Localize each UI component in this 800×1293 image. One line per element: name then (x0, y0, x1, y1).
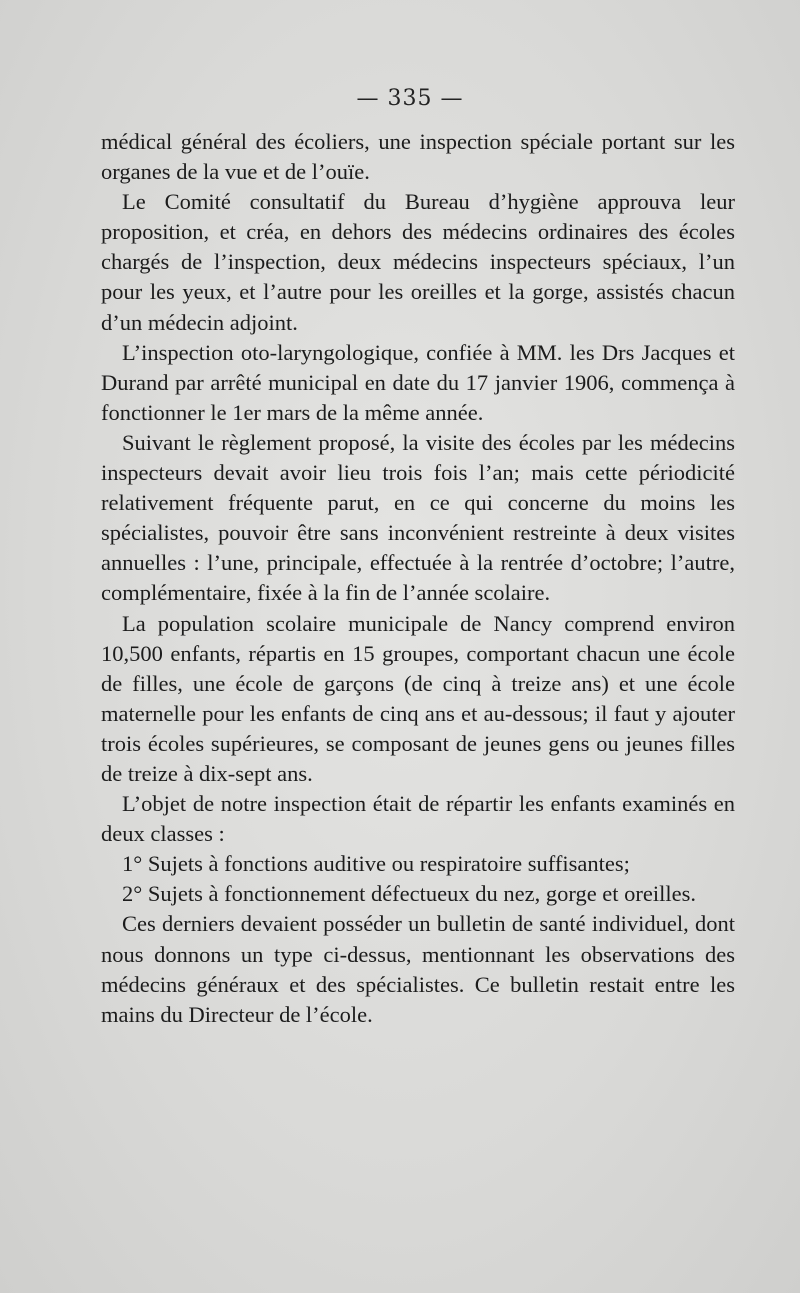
paragraph: médical général des écoliers, une inspection spéciale portant sur les organes de la vue et de l’ouïe. (101, 129, 735, 185)
paragraph: Ces derniers devaient posséder un bulletin de santé individuel, dont nous donnons un type ci-dessus, mentionnant les observations des médecins généraux et des spécialistes. Ce bulletin restait entre les mains du Directeur de l’école. (101, 911, 735, 1027)
body-text (101, 127, 735, 1030)
paragraph: L’objet de notre inspection était de répartir les enfants examinés en deux classes : (101, 791, 735, 847)
paragraph: Le Comité consultatif du Bureau d’hygiène approuva leur proposition, et créa, en dehors des médecins ordinaires des écoles chargés de l’inspection, deux médecins inspecteurs spéciaux, l’un pour les yeux, et l’autre pour les oreilles et la gorge, assistés chacun d’un médecin adjoint. (101, 189, 735, 335)
page-number: — 335 — (356, 86, 464, 111)
paragraph: Suivant le règlement proposé, la visite des écoles par les médecins inspecteurs devait avoir lieu trois fois l’an; mais cette périodicité relativement fréquente parut, en ce qui concerne du moins les spécialistes, pouvoir être sans inconvénient restreinte à deux visites annuelles : l’une, principale, effectuée à la rentrée d’octobre; l’autre, complémentaire, fixée à la fin de l’année scolaire. (101, 429, 735, 606)
paragraph: La population scolaire municipale de Nancy comprend environ 10,500 enfants, répartis en 15 groupes, comportant chacun une école de filles, une école de garçons (de cinq à treize ans) et une école maternelle pour les enfants de cinq ans et au-dessous; il faut y ajouter trois écoles supérieures, se composant de jeunes gens ou jeunes filles de treize à dix-sept ans. (101, 610, 735, 786)
list-item: 1° Sujets à fonctions auditive ou respiratoire suffisantes; (122, 851, 630, 877)
paragraph: L’inspection oto-laryngologique, confiée à MM. les Drs Jacques et Durand par arrêté municipal en date du 17 janvier 1906, commença à fonctionner le 1er mars de la même année. (101, 339, 735, 425)
list-item: 2° Sujets à fonctionnement défectueux du nez, gorge et oreilles. (122, 881, 697, 907)
